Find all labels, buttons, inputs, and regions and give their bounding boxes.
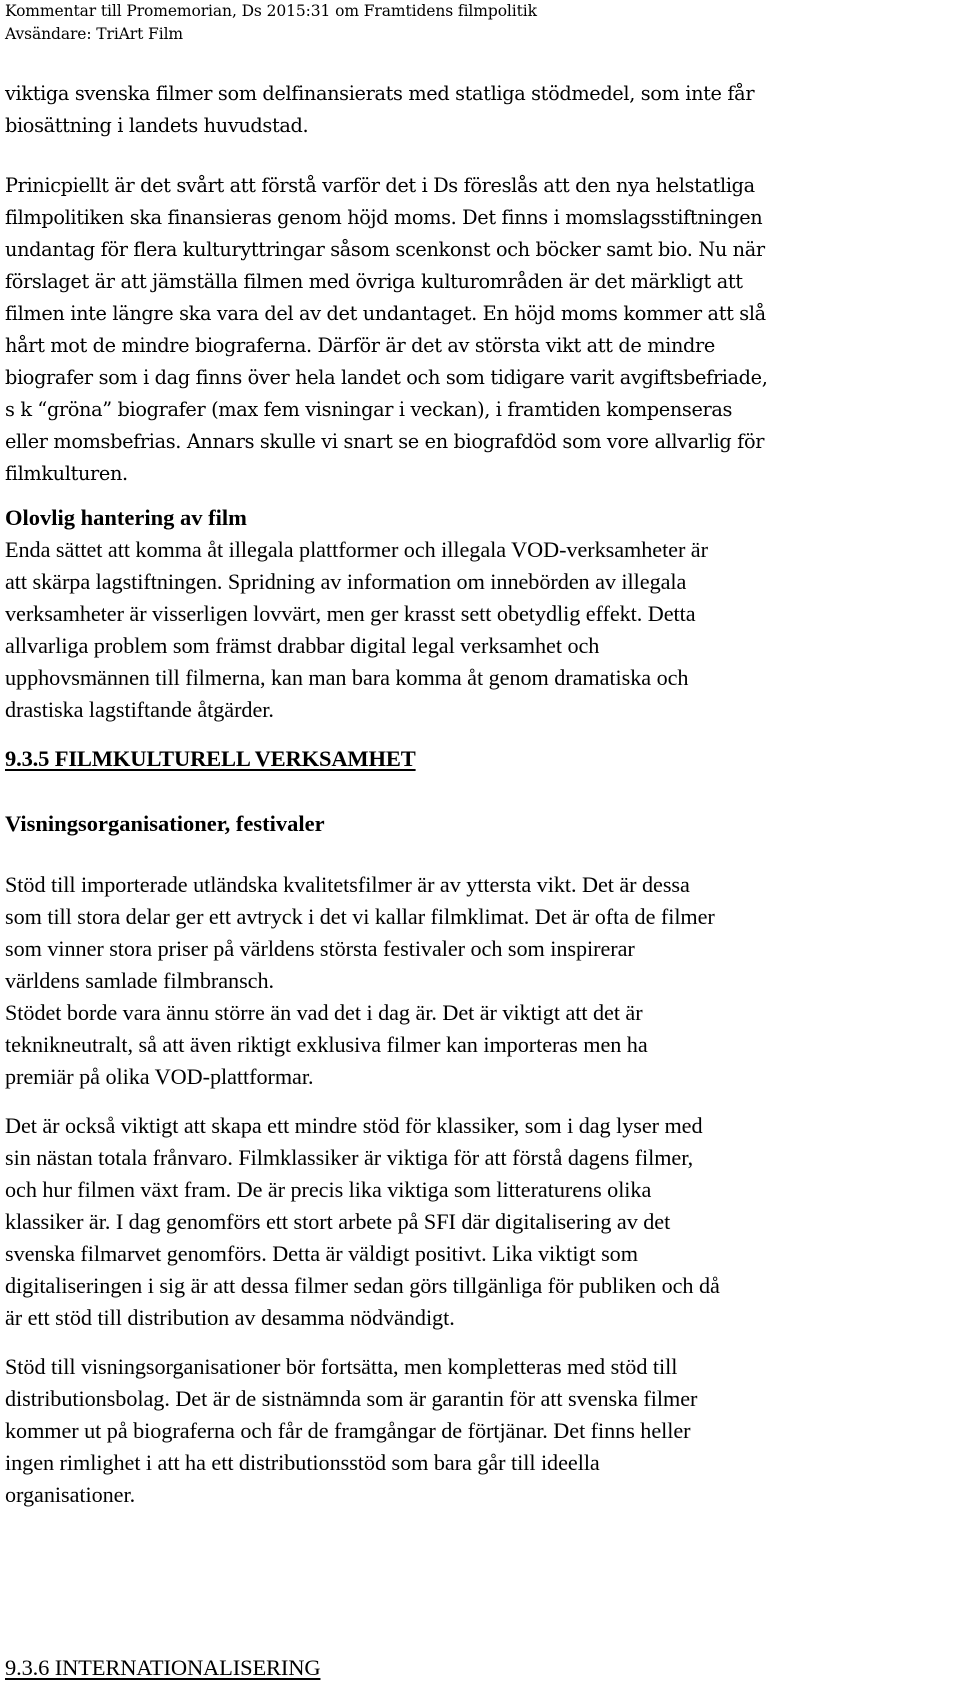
text-line: drastiska lagstiftande åtgärder. bbox=[5, 697, 274, 722]
text-line: allvarliga problem som främst drabbar digital legal verksamhet och bbox=[5, 633, 600, 658]
text-line: premiär på olika VOD-plattformar. bbox=[5, 1064, 314, 1089]
header-title: Kommentar till Promemorian, Ds 2015:31 om Framtidens filmpolitik bbox=[5, 2, 537, 20]
paragraph-4 bbox=[5, 869, 955, 1093]
text-line: viktiga svenska filmer som delfinansierats med statliga stödmedel, som inte får bbox=[5, 82, 755, 105]
text-line: Prinicpiellt är det svårt att förstå varför det i Ds föreslås att den nya helstatliga bbox=[5, 174, 755, 197]
paragraph-3 bbox=[5, 534, 955, 726]
text-line: är ett stöd till distribution av desamma nödvändigt. bbox=[5, 1305, 455, 1330]
paragraph-2 bbox=[5, 170, 955, 490]
text-line: Det är också viktigt att skapa ett mindre stöd för klassiker, som i dag lyser med bbox=[5, 1113, 703, 1138]
heading-visning bbox=[5, 808, 955, 840]
text-line: verksamheter är visserligen lovvärt, men ger krasst sett obetydlig effekt. Detta bbox=[5, 601, 696, 626]
page-header bbox=[5, 0, 955, 46]
section-heading: Olovlig hantering av film bbox=[5, 505, 247, 530]
text-line: sin nästan totala frånvaro. Filmklassiker är viktiga för att förstå dagens filmer, bbox=[5, 1145, 694, 1170]
text-line: ingen rimlighet i att ha ett distributionsstöd som bara går till ideella bbox=[5, 1450, 600, 1475]
section-936 bbox=[5, 1652, 955, 1684]
text-line: distributionsbolag. Det är de sistnämnda som är garantin för att svenska filmer bbox=[5, 1386, 698, 1411]
text-line: filmen inte längre ska vara del av det undantaget. En höjd moms kommer att slå bbox=[5, 302, 766, 325]
text-line: undantag för flera kulturyttringar såsom scenkonst och böcker samt bio. Nu när bbox=[5, 238, 765, 261]
header-sender: Avsändare: TriArt Film bbox=[5, 25, 184, 43]
text-line: biografer som i dag finns över hela landet och som tidigare varit avgiftsbefriade, bbox=[5, 366, 768, 389]
text-line: eller momsbefrias. Annars skulle vi snart se en biografdöd som vore allvarlig för bbox=[5, 430, 765, 453]
text-line: som till stora delar ger ett avtryck i det vi kallar filmklimat. Det är ofta de filmer bbox=[5, 904, 715, 929]
text-line: s k “gröna” biografer (max fem visningar i veckan), i framtiden kompenseras bbox=[5, 398, 733, 421]
paragraph-5 bbox=[5, 1110, 955, 1334]
text-line: Stöd till importerade utländska kvalitetsfilmer är av yttersta vikt. Det är dessa bbox=[5, 872, 690, 897]
text-line: Enda sättet att komma åt illegala plattformer och illegala VOD-verksamheter är bbox=[5, 537, 708, 562]
text-line: klassiker är. I dag genomförs ett stort arbete på SFI där digitalisering av det bbox=[5, 1209, 671, 1234]
text-line: som vinner stora priser på världens största festivaler och som inspirerar bbox=[5, 936, 635, 961]
text-line: organisationer. bbox=[5, 1482, 136, 1507]
text-line: biosättning i landets huvudstad. bbox=[5, 114, 309, 137]
text-line: filmkulturen. bbox=[5, 462, 128, 485]
text-line: upphovsmännen till filmerna, kan man bara komma åt genom dramatiska och bbox=[5, 665, 689, 690]
text-line: Stöd till visningsorganisationer bör fortsätta, men kompletteras med stöd till bbox=[5, 1354, 678, 1379]
section-935 bbox=[5, 743, 955, 775]
section-title: 9.3.6 INTERNATIONALISERING bbox=[5, 1655, 321, 1680]
text-line: att skärpa lagstiftningen. Spridning av information om innebörden av illegala bbox=[5, 569, 687, 594]
text-line: Stödet borde vara ännu större än vad det i dag är. Det är viktigt att det är bbox=[5, 1000, 643, 1025]
text-line: och hur filmen växt fram. De är precis lika viktiga som litteraturens olika bbox=[5, 1177, 652, 1202]
text-line: förslaget är att jämställa filmen med övriga kulturområden är det märkligt att bbox=[5, 270, 743, 293]
section-title: 9.3.5 FILMKULTURELL VERKSAMHET bbox=[5, 746, 416, 771]
section-heading: Visningsorganisationer, festivaler bbox=[5, 811, 325, 836]
text-line: kommer ut på biograferna och får de framgångar de förtjänar. Det finns heller bbox=[5, 1418, 691, 1443]
text-line: hårt mot de mindre biograferna. Därför är det av största vikt att de mindre bbox=[5, 334, 715, 357]
text-line: digitaliseringen i sig är att dessa filmer sedan görs tillgänliga för publiken och då bbox=[5, 1273, 720, 1298]
text-line: teknikneutralt, så att även riktigt exklusiva filmer kan importeras men ha bbox=[5, 1032, 648, 1057]
heading-olovlig bbox=[5, 502, 955, 534]
text-line: världens samlade filmbransch. bbox=[5, 968, 275, 993]
paragraph-6 bbox=[5, 1351, 955, 1511]
text-line: filmpolitiken ska finansieras genom höjd moms. Det finns i momslagsstiftningen bbox=[5, 206, 763, 229]
text-line: svenska filmarvet genomförs. Detta är väldigt positivt. Lika viktigt som bbox=[5, 1241, 638, 1266]
paragraph-1 bbox=[5, 78, 955, 142]
